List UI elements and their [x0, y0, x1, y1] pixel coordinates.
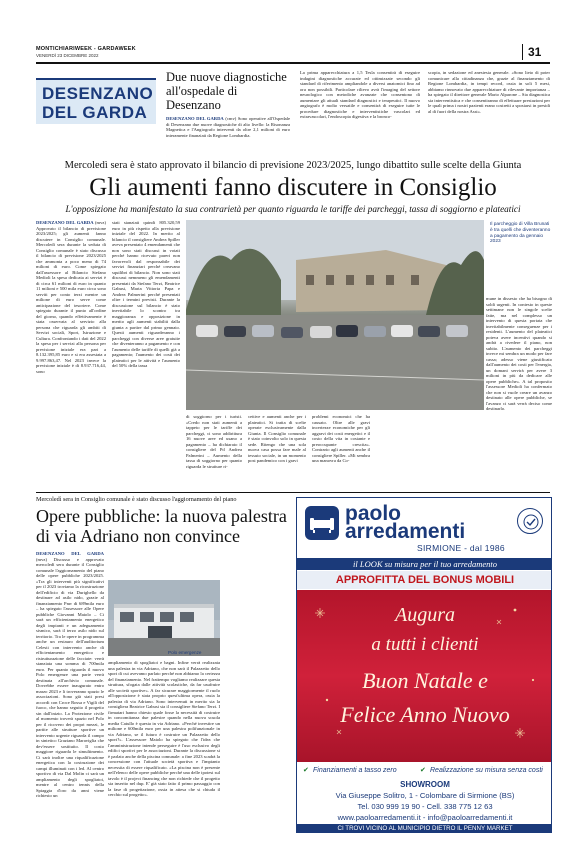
ad-perks	[297, 764, 552, 778]
ad-greeting-1: Augura	[395, 604, 455, 626]
brief-lead-tag: (cmv)	[225, 116, 237, 121]
ad-greeting-3: Buon Natale e	[362, 668, 488, 693]
story2-headline: Opere pubbliche: la nuova palestra di via Adriano non convince	[36, 506, 287, 546]
ad-perk-2: Realizzazione su misura senza costi	[430, 767, 543, 774]
brief-lead: DESENZANO DEL GARDA	[166, 116, 224, 121]
section-tag-line1: DESENZANO	[42, 84, 154, 103]
ad-logo-mark	[305, 506, 339, 540]
ad-location: SIRMIONE - dal 1986	[417, 543, 505, 553]
ad-perk-1-icon: ✔	[303, 767, 309, 774]
ad-banner: APPROFITTA DEL BONUS MOBILI	[335, 574, 515, 586]
story2-photo-building	[108, 580, 220, 656]
ad-tagline-bar	[297, 558, 552, 570]
parking-illustration	[186, 220, 484, 410]
page-number: 31	[528, 45, 542, 59]
story1-column-1	[36, 220, 106, 486]
quality-seal-icon	[518, 509, 544, 535]
story2-column-3	[224, 551, 290, 833]
ad-paolo-arredamenti[interactable]	[296, 497, 552, 833]
ad-greeting-panel	[297, 590, 552, 762]
story1-kicker: Mercoledì sera è stato approvato il bilancio di previsione 2023/2025, lungo dibattito sulle scelte della Giunta	[64, 160, 522, 171]
ad-footer-bar	[297, 824, 552, 833]
story2-col1-text: (mvz) Discusso e approvato mercoledì sera durante il Consiglio comunale l'aggiornamento del piano delle opere pubbliche 2023/2025. «Tra gli interventi più significativi per il 2023 troviamo la ricostruzione dell'edificio di via Durighello da destinare ad asilo nido, grazie al finanziamento Pnrr di 689mila euro – ha spiegato l'assessore alle Opere pubbliche Giovanni Maiolo – Ci sarà un efficientamento energetico degli impianti e un adeguamento sismico, sarà il terzo asilo nido sul territorio. Tra le opere in programma anche un restauro dell'auditorium Celesti con intervento anche di efficientamento energetico e ristrutturazione delle facciate: verrà stanziata una somma di 700mila euro. Per quanto riguarda il nuovo Polo emergenze una parte verrà destinata all'archivio comunale. Dovrebbe essere inaugurato entro marzo 2023 e li troveranno spazio le associazioni. Sono già stati presi accordi con Croce Rossa e Vigili del fuoco, che hanno seguito il progetto sin dall'inizio. La Protezione civile al momento troverà spazio nel Polo per il ricovero dei propri mezzi, le partite alle strutture sportive un intervento urgente riguarda il campo in sintetico Graziano Maraviglia che dev'essere sostituito. Il costo maggiore riguarda le simultimento. Ci sarà inoltre una riqualificazione energetica con la costruzione dei campi illuminati con i led. Al centro sportivo di via Dal Molin ci sarà un ampliamento degli spogliatoi, mentre al centro tennis della Spiaggia d'oro da anni viene richiesto un	[36, 556, 104, 798]
story1-subhead: L'opposizione ha manifestato la sua contrarietà per quanto riguarda le tariffe dei parcheggi, tassa di soggiorno e plateatici	[65, 204, 521, 214]
story1-col1-text: (mvz) Approvato il bilancio di previsione 2023/2025; gli aumenti fanno discutere in Consiglio comunale. Mercoledì sera durante la seduta di Consiglio comunale è stato discusso il bilancio di previsione 2023/2025 che ammonta a poco meno di 74 milioni di euro. Come spiegato dall'assessore al Bilancio Stefano Medioli la spesa dedicata ai servizi è di circa 61 milioni di euro in quanto 11 milioni e 500 mila euro circa sono serviti per conto terzi mentre un milione di euro serve come anticipazione del tesoriere. Come spiegato durante il punto all'ordine del giorno, quando effettivamente è stata osservata al servizio alla persona che riguarda gli ambiti di Servizi sociali, Sport, Istruzione e Cultura. Confrontando i dati del 2022 la spesa per i servizi alla persona per previsione iniziale era pari a 8.132.395,85 euro e si era assestata a 9.997.863,47. Nel 2023 invece la previsione iniziale è di 8.937.716,44, sono	[36, 220, 106, 374]
story1-column-4: cettive e aumenti anche per i plateatici. Si tratta di scelte operate esclusivamente dalla Giunta. Il Consiglio comunale è stato coinvolto solo in questa sede. Ritengo che una sola nuova casa possa fare male al tessuto sociale, in un momento post pandemico con i gravi	[248, 414, 306, 463]
ad-quality-badge	[517, 508, 543, 534]
story2-column-2: ampliamento di spogliatoi e bagni. Infine verrà realizzata una palestra in via Adriano, che non sarà il Palazzetto dello sport di cui avevamo parlato perché non abbiamo la certezza del finanziamento. Nel frattempo vogliamo realizzare questa struttura, sfogata dalle attività scolastiche, da far usufruire alle società sportive». A far sicurare maggiormente il ruolo all'opposizione è stata proprio quest'ultima opera, ossia la palestra di via Adriano. Sono intervenuti in merito sia la consigliera Beatrice Gabusi sia il consigliere Stefano Terzi. I firmatari hanno chiesto quale fosse la necessità di costruire in concomitanza due palestre quando nella nuova scuola media Catullo è questa in via Adriano. «Perché investire un milione e 600mila euro per una palestra polifunzionale in via Adriano, se il futuro è costruire un Palazzetto dello sport?». L'assessore Maiolo ha spiegato che l'idea che l'amministrazione intende perseguire è l'uso esclusivo degli edifici sportivi per le associazioni. Durante la discussione si è parlato anche della piscina comunale: a fine 2023 scadrà la concessione con l'attuale società sportiva e l'impianto necessita di essere riqualificato. «La piscina non è presente nell'elenco delle opere pubbliche perché una delle ipotesi sul tavolo è il project financing che non richiede che il progetto sia inserito nel dup. E' già stato fatto il primo passaggio con la fase di progettazione, ossia in attesa che si chiuda il cerchio sul progetto».	[108, 660, 220, 797]
section-tag	[36, 78, 156, 124]
story2-lead: DESENZANO DEL GARDA	[36, 551, 104, 556]
section-divider	[36, 492, 550, 493]
header-divider	[36, 62, 550, 64]
story2-photo-caption: Polo emergenze	[168, 650, 202, 655]
section-tag-line2: DEL GARDA	[42, 103, 148, 122]
sofa-icon	[305, 506, 339, 540]
ad-brand-line1: paolo	[345, 502, 401, 525]
story2-kicker: Mercoledì sera in Consiglio comunale è stato discusso l'aggiornamento del piano	[36, 496, 237, 503]
brief-text: Sono operative all'Ospedale di Desenzano due nuove diagnostiche di alto livello: la Risonanza Magnetica e l'Angiografo interventi da oltre 2,1 milioni di euro interamente finanziati da Regione Lombardia.	[166, 116, 290, 138]
ad-web[interactable]: www.paoloarredamenti.it - info@paoloarredamenti.it	[337, 813, 513, 822]
ad-showroom-label: SHOWROOM	[400, 780, 450, 789]
ad-greeting-4: Felice Anno Nuovo	[340, 702, 510, 727]
ad-phone[interactable]: Tel. 030 999 19 90 - Cell. 338 775 12 63	[357, 802, 493, 811]
ad-perk-2-icon: ✔	[420, 767, 426, 774]
ad-address: Via Giuseppe Solitro, 1 - Colombare di Sirmione (BS)	[335, 791, 515, 800]
story1-lead: DESENZANO DEL GARDA	[36, 220, 94, 225]
ad-perk-1: Finanziamenti a tasso zero	[313, 767, 397, 774]
ad-brand-line2: arredamenti	[345, 520, 466, 543]
publication-name: MONTICHIARIWEEK - GARDAWEEK	[36, 46, 136, 52]
ad-banner-bar	[297, 571, 552, 589]
brief-column-3: scopia, in sedazione ed anestesia generale. «Sono lieto di poter comunicare alla cittadinanza che, grazie al finanziamento di Regione Lombardia, in tempi record, ossia in soli 5 mesi, abbiamo rinnovato due apparecchiature di rilevante importanza – ha spiegato il direttore generale Mario Alparone – Sia diagnostica sia interventistica e che consentiranno di effettuare prestazioni per le quali prima i nostri pazienti erano costretti a spostarsi in presidi al di fuori della nostra Asst».	[428, 70, 550, 114]
story1-column-6: mune in dissesto che ha bisogno di soldi urgenti. In contesto in queste settimane non le singole scelte fatte, ma nel complesso un intervento di questa portata che inevitabilmente conseguenze per i residenti. L'aumento del plateatici poteva avere incentivi quando si andrà a rivedere il piano, non subito. L'aumento dei parcheggi invece mi sembra un modo per fare cassa; adesso viene giustificato dall'aumento dei costi per l'energia, un domani servirà per avere 3 milioni in più da dedicare alle opere pubbliche». A tal proposito l'assessore Medioli ha confermato che non si vuole creare un avanzo destinato alle opere pubbliche, se l'avanzo ci sarà verrà deciso come destinarlo.	[486, 296, 552, 411]
brief-column-2: La prima apparecchiatura a 1,5 Tesla consentirà di eseguire indagini diagnostiche accurate ed ottimizzate secondo gli standard di riferimento ampliandole a diversi anatomici fino ad ora non possibili. Particolare rilievo avrà l'imaging del settore neurologico con metodiche avanzate che consentono di aumentare gli attuali standard diagnostici e terapeutici. Il nuovo angiografo è molto versatile e consentirà di eseguire tutte le procedure diagnostiche e interventistiche vascolari ed extravascolari, l'endoscopia digestiva e la bronco-	[300, 70, 420, 119]
story1-photo-parking	[186, 220, 484, 410]
ad-greeting-2: a tutti i clienti	[371, 634, 479, 655]
header-divider-vertical	[522, 44, 523, 60]
story1-column-3: di soggiorno per i turisti. «Credo non stati aumenti a tappeto per le tariffe dei parcheggi, ci sono addirittura 16 nuove aree ed usano a pagamento – ha dichiarato il consigliere del Pd Andrea Palmerini – Aumento della tassa di soggiorno per quanto riguarda le strutture ri-	[186, 414, 242, 469]
ad-footer: CI TROVI VICINO AL MUNICIPIO DIETRO IL PENNY MARKET	[337, 825, 513, 832]
building-illustration	[108, 580, 220, 656]
brief-title: Due nuove diagnostiche all'ospedale di Desenzano	[166, 70, 287, 112]
story1-headline: Gli aumenti fanno discutere in Consiglio	[89, 174, 497, 201]
story1-column-5: problemi economici che ha causato. Oltre alle gravi incertezze economiche per gli aggravi dei costi energetici e il costo della vita in costante e preoccupante crescita». Contrario agli aumenti anche il consigliere Spiller. «Mi sembra una manovra da Co-	[312, 414, 370, 463]
publication-date: VENERDÌ 23 DICEMBRE 2022	[36, 53, 99, 58]
story2-column-1	[36, 551, 104, 833]
story1-column-2: stati stanziati quindi 805.320,59 euro in più rispetto alla previsione iniziale del 2022. In merito al bilancio il consigliere Andrea Spiller aveva presentato 4 emendamenti che non sono stati discussi in votati perché hanno ricevuto pareri non favorevoli dal responsabile dei servizi finanziari perché creavano squilibri di bilancio. Non sono stati discussi nemmeno gli emendamenti presentati da Stefano Terzi, Beatrice Gabusi, Maria Vittoria Papa e Andrea Palmerini perché presentati oltre i termini previsti. Durante la discussione sul bilancio è stato inevitabile lo scontro tra maggioranza e opposizione in merito agli aumenti stabiliti dalla giunta a partire dal primo gennaio. Questi aumenti riguarderanno i parcheggi con diverse aree gratuite che diventeranno a pagamento e con l'aumento delle tariffe di quelli già a pagamento; l'aumento dei costi dei plateatici per le attività e l'aumento del 50% della tassa	[112, 220, 180, 368]
story1-photo-caption: Il parcheggio di Villa Brunati è tra quelli che diventeranno a pagamento da gennaio 2023	[490, 222, 551, 245]
ad-tagline: il LOOK su misura per il tuo arredamento	[353, 559, 497, 569]
brief-body	[166, 116, 290, 138]
